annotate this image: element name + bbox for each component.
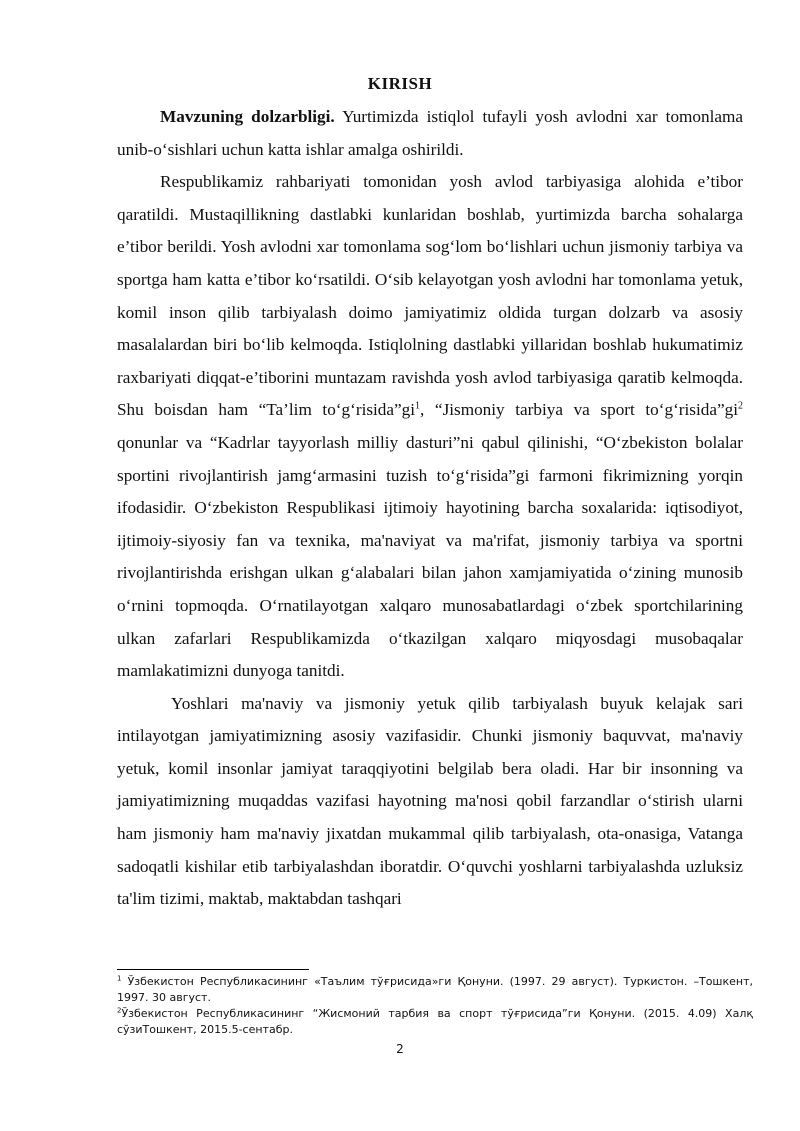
paragraph-text: Yoshlari ma'naviy va jismoniy yetuk qilib tarbiyalash buyuk kelajak sari intilayotgan jamiyatimizning asosiy vazifasidir. Chunki jismoniy baquvvat, ma'naviy yetuk, komil insonlar jamiyat taraqqiyotini belgilab bera oladi. Har bir insonning va jamiyatimizning muqaddas vazifasi hayotning ma'nosi qobil farzandlar o‘stirish ularni ham jismoniy ham ma'naviy jixatdan mukammal qilib tarbiyalash, ota-onasiga, Vatanga sadoqatli kishilar etib tarbiyalashdan iboratdir. O‘quvchi yoshlarni tarbiyalashda uzluksiz ta'lim tizimi, maktab, maktabdan tashqari — [117, 693, 743, 909]
footnote-mark: 2 — [117, 1006, 122, 1015]
body-text — [117, 101, 743, 916]
footnote-text: Ўзбекистон Республикасининг «Таълим тўғрисида»ги Қонуни. (1997. 29 август). Туркистон. –Тошкент, 1997. 30 август. — [117, 975, 753, 1004]
footnote-1 — [117, 974, 753, 1006]
footnote-text: Ўзбекистон Республикасининг “Жисмоний тарбия ва спорт тўғрисида”ги Қонуни. (2015. 4.09) Халқ сўзиТошкент, 2015.5-сентабр. — [117, 1007, 753, 1036]
paragraph-leadership — [117, 166, 743, 688]
paragraph-text: Yurtimizda istiqlol tufayli yosh avlodni xar tomonlama unib-o‘sishlari uchun katta ishlar amalga oshirildi. — [117, 107, 743, 159]
footnote-2 — [117, 1006, 753, 1038]
paragraph-text: Respublikamiz rahbariyati tomonidan yosh avlod tarbiyasiga alohida e’tibor qaratildi. Mustaqillikning dastlabki kunlaridan boshlab, yurtimizda barcha sohalarga e’tibor berildi. Yosh avlodni xar tomonlama sog‘lom bo‘lishlari uchun jismoniy tarbiya va sportga ham katta e’tibor ko‘rsatildi. O‘sib kelayotgan yosh avlodni har tomonlama yetuk, komil inson qilib tarbiyalash doimo jamiyatimiz oldida turgan dolzarb va asosiy masalalardan biri bo‘lib kelmoqda. Istiqlolning dastlabki yillaridan boshlab hukumatimiz raxbariyati diqqat-e’tiborini muntazam ravishda yosh avlod tarbiyasiga qaratib kelmoqda. Shu boisdan ham “Ta’lim to‘g‘risida”gi — [117, 172, 743, 420]
paragraph-text: qonunlar va “Kadrlar tayyorlash milliy dasturi”ni qabul qilinishi, “O‘zbekiston bolalar sportini rivojlantirish jamg‘armasini tuzish to‘g‘risida”gi farmoni fikrimizning yorqin ifodasidir. O‘zbekiston Respublikasi ijtimoiy hayotining barcha soxalarida: iqtisodiyot, ijtimoiy-siyosiy fan va texnika, ma'naviyat va ma'rifat, jismoniy tarbiya va sportni rivojlantirishda erishgan ulkan g‘alabalari bilan jahon xamjamiyatida o‘zining munosib o‘rnini topmoqda. O‘rnatilayotgan xalqaro munosabatlardagi o‘zbek sportchilarining ulkan zafarlari Respublikamizda o‘tkazilgan xalqaro miqyosdagi musobaqalar mamlakatimizni dunyoga tanitdi. — [117, 432, 743, 681]
paragraph-relevance — [117, 101, 743, 166]
paragraph-youth — [117, 688, 743, 916]
paragraph-text: , “Jismoniy tarbiya va sport to‘g‘risida”gi — [420, 400, 738, 420]
footnote-ref-2[interactable]: 2 — [737, 400, 743, 412]
footnote-separator — [117, 969, 309, 970]
footnotes — [117, 974, 753, 1038]
paragraph-lead: Mavzuning dolzarbligi. — [160, 107, 335, 126]
footnote-ref-1[interactable]: 1 — [415, 400, 421, 412]
page-title: KIRISH — [367, 74, 433, 93]
page-number: 2 — [396, 1042, 404, 1056]
footnote-mark: 1 — [117, 974, 122, 983]
